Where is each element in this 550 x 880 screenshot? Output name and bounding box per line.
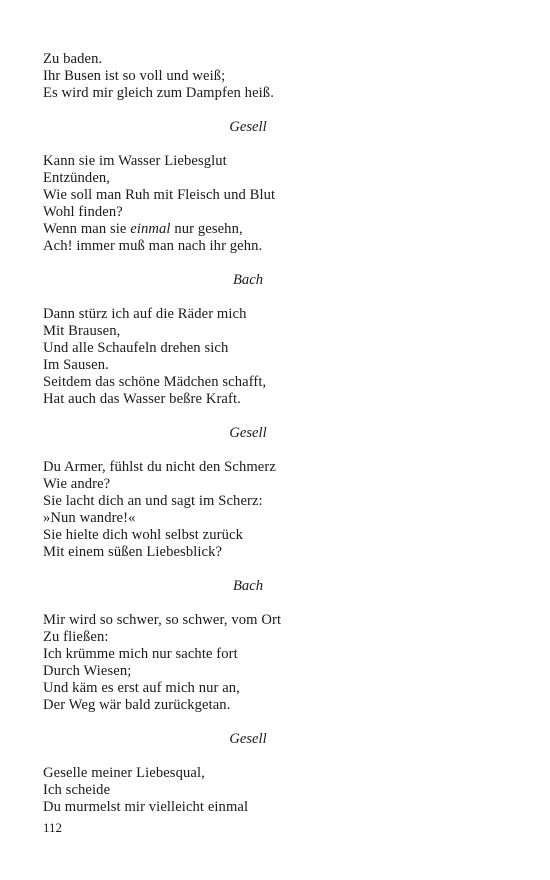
verse-line: Zu fließen: xyxy=(43,629,109,645)
verse-line: Es wird mir gleich zum Dampfen heiß. xyxy=(43,85,274,101)
speaker-label: Bach xyxy=(233,578,263,594)
verse-line: Geselle meiner Liebesqual, xyxy=(43,765,205,781)
verse-line: Sie lacht dich an und sagt im Scherz: xyxy=(43,493,263,509)
verse-line: Sie hielte dich wohl selbst zurück xyxy=(43,527,243,543)
verse-fragment: nur gesehn, xyxy=(170,221,243,237)
verse-line: Im Sausen. xyxy=(43,357,109,373)
verse-line: Mit Brausen, xyxy=(43,323,121,339)
verse-line: Wohl finden? xyxy=(43,204,123,220)
verse-line: Ich krümme mich nur sachte fort xyxy=(43,646,238,662)
verse-line: Mit einem süßen Liebesblick? xyxy=(43,544,223,560)
verse-line: Ihr Busen ist so voll und weiß; xyxy=(43,68,226,84)
verse-line: Wie andre? xyxy=(43,476,111,492)
speaker-label: Gesell xyxy=(229,731,267,747)
verse-line: Du Armer, fühlst du nicht den Schmerz xyxy=(43,459,276,475)
page-number: 112 xyxy=(43,820,63,835)
verse-line: Und käm es erst auf mich nur an, xyxy=(43,680,240,696)
verse-line: Zu baden. xyxy=(43,51,103,67)
speaker-label: Gesell xyxy=(229,425,267,441)
verse-line: Und alle Schaufeln drehen sich xyxy=(43,340,229,356)
verse-line xyxy=(43,221,243,238)
verse-line: Du murmelst mir vielleicht einmal xyxy=(43,799,249,815)
verse-line: »Nun wandre!« xyxy=(43,510,136,526)
speaker-label: Bach xyxy=(233,272,263,288)
verse-line: Ach! immer muß man nach ihr gehn. xyxy=(43,238,263,254)
speaker-label: Gesell xyxy=(229,119,267,135)
verse-line: Wie soll man Ruh mit Fleisch und Blut xyxy=(43,187,276,203)
verse-fragment: Wenn man sie xyxy=(43,221,131,237)
verse-line: Ich scheide xyxy=(43,782,111,798)
verse-line: Durch Wiesen; xyxy=(43,663,132,679)
verse-line: Kann sie im Wasser Liebesglut xyxy=(43,153,227,169)
verse-line: Der Weg wär bald zurückgetan. xyxy=(43,697,231,713)
verse-line: Hat auch das Wasser beßre Kraft. xyxy=(43,391,241,407)
verse-line: Entzünden, xyxy=(43,170,111,186)
verse-line: Seitdem das schöne Mädchen schafft, xyxy=(43,374,267,390)
emphasized-word: einmal xyxy=(130,221,171,237)
verse-line: Mir wird so schwer, so schwer, vom Ort xyxy=(43,612,282,628)
verse-line: Dann stürz ich auf die Räder mich xyxy=(43,306,247,322)
